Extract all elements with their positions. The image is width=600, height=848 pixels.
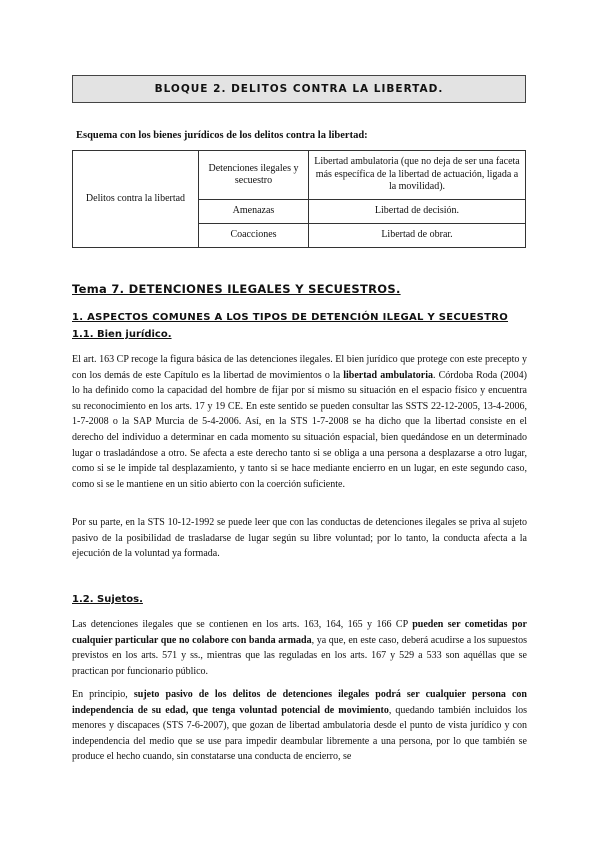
paragraph-text: El art. 163 CP recoge la figura básica de las detenciones ilegales. El bien jurídico que protege con este precepto y con los demás de este Capítulo es la libertad de movimientos o la bbox=[72, 354, 527, 381]
section1-title: 1. ASPECTOS COMUNES A LOS TIPOS DE DETENCIÓN ILEGAL Y SECUESTRO bbox=[72, 312, 509, 323]
paragraph-text: En principio, bbox=[72, 689, 134, 700]
bien-cell: Libertad de decisión. bbox=[309, 200, 526, 224]
row-header-cell: Delitos contra la libertad bbox=[73, 151, 199, 248]
section1-2-title: 1.2. Sujetos. bbox=[72, 594, 143, 605]
paragraph-sujetos-activos bbox=[72, 617, 527, 679]
paragraph-sujeto-pasivo bbox=[72, 687, 527, 765]
paragraph-conducta: Por su parte, en la STS 10-12-1992 se puede leer que con las conductas de detenciones ilegales se priva al sujeto pasivo de la posibilidad de trasladarse de lugar según su libre voluntad; por lo tanto, la conducta afecta a la ejecución de la voluntad ya formada. bbox=[72, 517, 527, 560]
delito-cell: Detenciones ilegales y secuestro bbox=[199, 151, 309, 200]
section1-1-title: 1.1. Bien jurídico. bbox=[72, 329, 172, 340]
bold-text: sujeto pasivo de los delitos de detenciones ilegales podrá ser cualquier persona con independencia de su edad, que tenga voluntad potencial de movimiento bbox=[72, 689, 527, 716]
delito-cell: Amenazas bbox=[199, 200, 309, 224]
bloque-title-box bbox=[72, 75, 526, 103]
paragraph-text: Las detenciones ilegales que se contienen en los arts. 163, 164, 165 y 166 CP bbox=[72, 619, 413, 630]
table-row bbox=[73, 151, 526, 200]
delito-cell: Coacciones bbox=[199, 224, 309, 248]
bloque-title: BLOQUE 2. DELITOS CONTRA LA LIBERTAD. bbox=[154, 83, 444, 95]
paragraph-bien-juridico bbox=[72, 352, 527, 492]
paragraph-text: , quedando también incluidos los menores y discapaces (STS 7-6-2007), que gozan de libertad ambulatoria desde el punto de vista jurídico y con independencia del medio que se use para impedir deambular libremente a una persona, por lo que también se produce el hecho cuando, sin constatarse una conducta de encierro, se bbox=[72, 704, 527, 763]
bien-cell: Libertad de obrar. bbox=[309, 224, 526, 248]
bold-text: libertad ambulatoria bbox=[343, 369, 433, 381]
bien-cell: Libertad ambulatoria (que no deja de ser una faceta más específica de la libertad de actuación, ligada a la movilidad). bbox=[309, 151, 526, 200]
bienes-juridicos-table bbox=[72, 150, 526, 248]
esquema-heading: Esquema con los bienes jurídicos de los delitos contra la libertad: bbox=[76, 130, 368, 141]
tema-title: Tema 7. DETENCIONES ILEGALES Y SECUESTROS. bbox=[72, 282, 401, 296]
bold-text: pueden ser cometidas por cualquier particular que no colabore con banda armada bbox=[72, 619, 527, 646]
paragraph-text: , ya que, en este caso, deberá acudirse a los supuestos previstos en los arts. 571 y ss., mientras que las reguladas en los arts. 167 y 529 a 533 son aquéllas que se practican por funcionario público. bbox=[72, 634, 528, 677]
paragraph-text: . Córdoba Roda (2004) lo ha definido como la capacidad del hombre de fijar por sí mismo su situación en el espacio físico y encuentra su reconocimiento en los arts. 17 y 19 CE. En este sentido se pueden consultar las SSTS 22-12-2005, 13-4-2006, 1-7-2008 o la SAP Murcia de 5-4-2006. Así, en la STS 1-7-2008 se ha dicho que la libertad consiste en el derecho del individuo a determinar en cada momento su situación espacial, bien quedándose en un determinado lugar o trasladándose a otro. Se afecta a este derecho tanto si se obliga a una persona a desplazarse a otro lugar, como si se le impide tal desplazamiento, y tanto si se hace mediante encierro en un lugar, en este segundo caso, como si se le mantiene en un sitio abierto con la coerción suficiente. bbox=[72, 369, 527, 490]
